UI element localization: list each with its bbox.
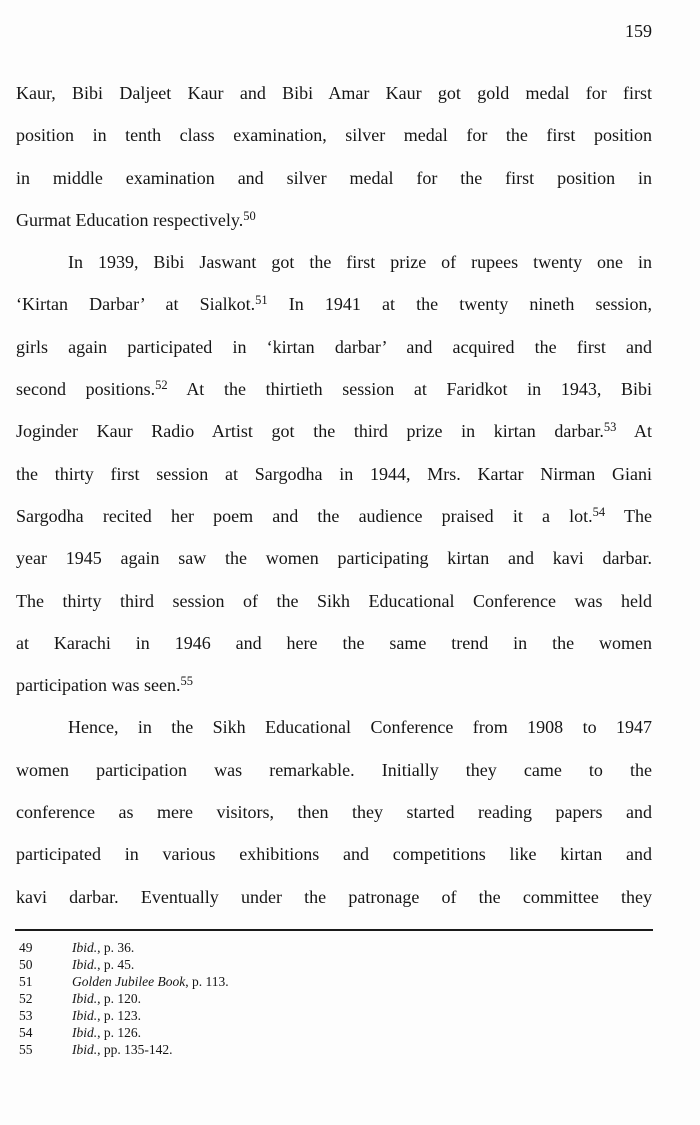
text-line bbox=[16, 622, 652, 664]
footnote-number: 50 bbox=[19, 957, 33, 972]
page-number: 159 bbox=[625, 21, 652, 41]
text-segment: in middle examination and silver medal for the first position in bbox=[16, 167, 652, 188]
footnote-text bbox=[72, 956, 653, 973]
text-line bbox=[16, 241, 652, 283]
text-segment: ‘Kirtan Darbar’ at Sialkot. bbox=[16, 294, 256, 315]
text-segment: , p. 113. bbox=[185, 974, 229, 989]
text-line bbox=[16, 876, 652, 918]
text-segment: position in tenth class examination, silver medal for the first position bbox=[16, 125, 652, 146]
footnote-item bbox=[15, 990, 653, 1007]
footnote-ref: 53 bbox=[603, 420, 617, 435]
text-segment: , p. 123. bbox=[97, 1008, 141, 1023]
text-segment: Golden Jubilee Book bbox=[72, 974, 186, 989]
footnote-number: 52 bbox=[19, 991, 33, 1006]
text-segment: The thirty third session of the Sikh Educational Conference was held bbox=[16, 590, 652, 611]
footnote-text bbox=[72, 1024, 653, 1041]
text-segment: participated in various exhibitions and competitions like kirtan and bbox=[16, 844, 652, 865]
footnote-ref: 51 bbox=[255, 293, 268, 308]
text-segment: Ibid. bbox=[72, 957, 98, 972]
footnote-number: 54 bbox=[19, 1025, 33, 1040]
text-line bbox=[16, 749, 652, 791]
text-line bbox=[16, 157, 652, 199]
text-line bbox=[16, 791, 652, 833]
text-line bbox=[16, 114, 652, 156]
footnote-item bbox=[15, 1024, 653, 1041]
text-segment: conference as mere visitors, then they started reading papers and bbox=[16, 802, 652, 823]
text-line bbox=[16, 72, 652, 114]
footnotes-section bbox=[15, 929, 653, 1058]
text-segment: Kaur, Bibi Daljeet Kaur and Bibi Amar Kaur got gold medal for first bbox=[16, 83, 652, 103]
text-segment: The bbox=[605, 505, 652, 526]
text-line bbox=[16, 833, 652, 875]
text-line bbox=[16, 706, 652, 748]
text-segment: girls again participated in ‘kirtan darbar’ and acquired the first and bbox=[16, 336, 652, 357]
footnote-text bbox=[72, 973, 653, 990]
text-line bbox=[16, 453, 652, 495]
footnote-ref: 52 bbox=[155, 378, 168, 393]
footnote-number: 55 bbox=[19, 1042, 33, 1057]
text-segment: In 1941 at the twenty nineth session, bbox=[267, 294, 653, 315]
text-segment: Ibid. bbox=[72, 1042, 98, 1057]
paragraph bbox=[16, 706, 652, 917]
text-segment: , p. 36. bbox=[97, 940, 135, 955]
text-segment: kavi darbar. Eventually under the patronage of the committee they bbox=[16, 886, 652, 907]
text-line bbox=[16, 495, 652, 537]
text-segment: , pp. 135-142. bbox=[97, 1042, 173, 1057]
text-segment: the thirty first session at Sargodha in 1944, Mrs. Kartar Nirman Giani bbox=[16, 463, 652, 484]
text-segment: At the thirtieth session at Faridkot in 1943, Bibi bbox=[167, 379, 652, 400]
paragraph bbox=[16, 72, 652, 241]
text-segment: At bbox=[616, 421, 652, 442]
footnote-item bbox=[15, 1007, 653, 1024]
text-line bbox=[16, 537, 652, 579]
text-segment: Joginder Kaur Radio Artist got the third prize in kirtan darbar. bbox=[16, 421, 604, 442]
footnote-item bbox=[15, 956, 653, 973]
footnote-item bbox=[15, 973, 653, 990]
text-segment: second positions. bbox=[16, 379, 156, 400]
text-segment: at Karachi in 1946 and here the same trend in the women bbox=[16, 632, 652, 653]
text-line bbox=[16, 199, 652, 241]
text-segment: Ibid. bbox=[72, 1008, 98, 1023]
paragraph bbox=[16, 241, 652, 706]
text-segment: Gurmat Education respectively. bbox=[16, 209, 244, 230]
footnote-ref: 50 bbox=[243, 208, 256, 223]
text-segment: Sargodha recited her poem and the audience praised it a lot. bbox=[16, 505, 593, 526]
text-line bbox=[16, 410, 652, 452]
footnote-ref: 55 bbox=[180, 674, 193, 689]
footnote-text bbox=[72, 1041, 653, 1058]
text-segment: , p. 45. bbox=[97, 957, 135, 972]
footnote-number: 51 bbox=[19, 974, 33, 989]
text-segment: , p. 126. bbox=[97, 1025, 141, 1040]
text-segment: In 1939, Bibi Jaswant got the first prize of rupees twenty one in bbox=[68, 252, 652, 273]
footnote-text bbox=[72, 939, 653, 956]
text-segment: Ibid. bbox=[72, 991, 98, 1006]
text-segment: , p. 120. bbox=[97, 991, 141, 1006]
text-line bbox=[16, 368, 652, 410]
text-segment: year 1945 again saw the women participating kirtan and kavi darbar. bbox=[16, 548, 652, 569]
footnote-list bbox=[15, 939, 653, 1058]
text-segment: women participation was remarkable. Initially they came to the bbox=[16, 759, 652, 780]
footnote-item bbox=[15, 1041, 653, 1058]
text-segment: participation was seen. bbox=[16, 675, 181, 696]
text-line bbox=[16, 283, 652, 325]
text-line bbox=[16, 664, 652, 706]
footnote-ref: 54 bbox=[592, 504, 606, 519]
text-segment: Hence, in the Sikh Educational Conference from 1908 to 1947 bbox=[68, 717, 652, 738]
footnote-number: 49 bbox=[19, 940, 33, 955]
text-segment: Ibid. bbox=[72, 940, 98, 955]
footnote-text bbox=[72, 990, 653, 1007]
footnote-text bbox=[72, 1007, 653, 1024]
footnote-item bbox=[15, 939, 653, 956]
body-text bbox=[16, 72, 652, 918]
text-line bbox=[16, 326, 652, 368]
footnote-number: 53 bbox=[19, 1008, 33, 1023]
text-segment: Ibid. bbox=[72, 1025, 98, 1040]
text-line bbox=[16, 580, 652, 622]
